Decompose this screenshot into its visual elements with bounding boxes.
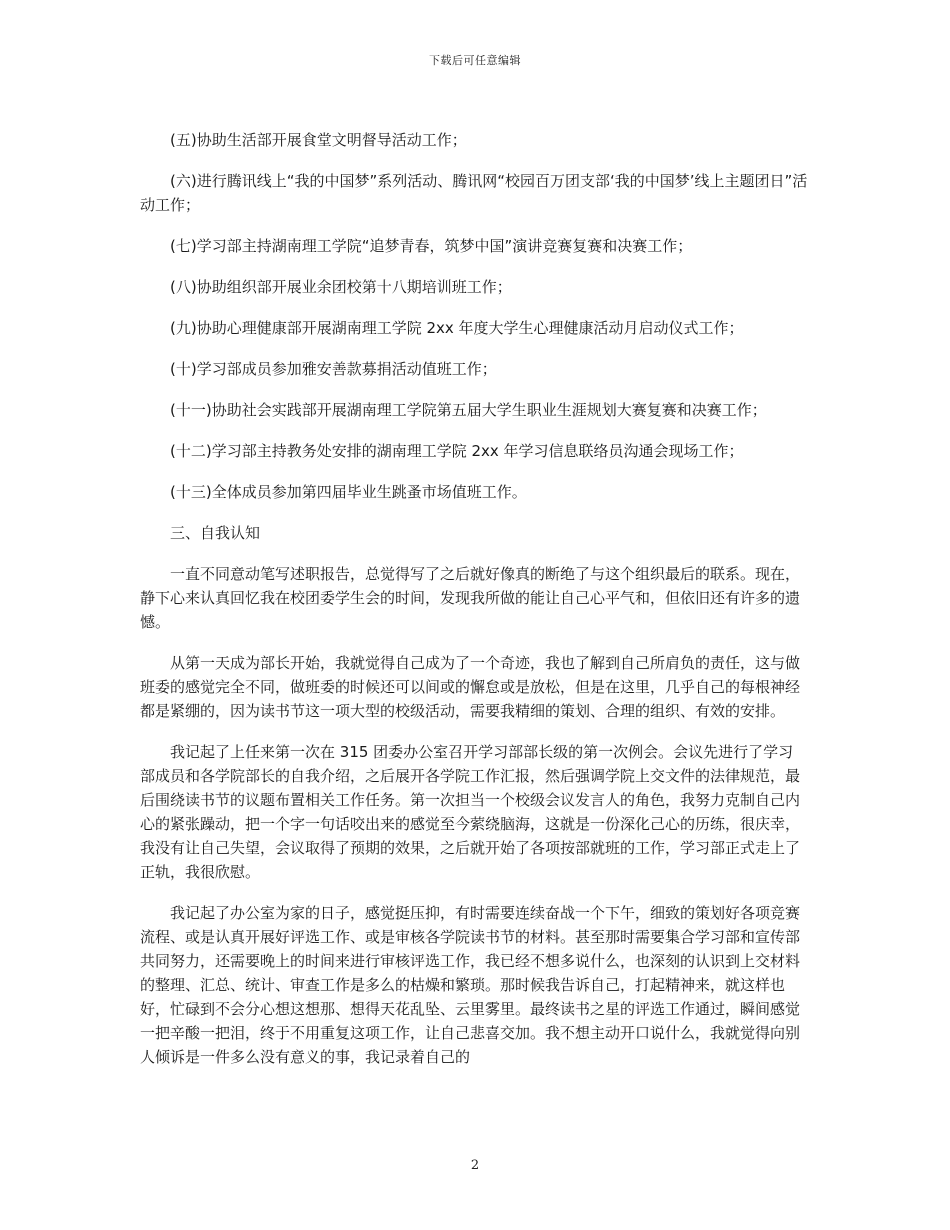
list-item: (九)协助心理健康部开展湖南理工学院 2xx 年度大学生心理健康活动月启动仪式工作； [170,319,744,337]
list-item: (六)进行腾讯线上“我的中国梦”系列活动、腾讯网“校园百万团支部‘我的中国梦’线上主题团日”活动工作； [140,172,808,214]
body-paragraph: 一直不同意动笔写述职报告，总觉得写了之后就好像真的断绝了与这个组织最后的联系。现在，静下心来认真回忆我在校团委学生会的时间，发现我所做的能让自己心平气和，但依旧还有许多的遗憾。 [140,565,801,631]
list-item: (八)协助组织部开展业余团校第十八期培训班工作； [170,278,512,296]
list-item: (十三)全体成员参加第四届毕业生跳蚤市场值班工作。 [170,483,527,501]
page-number: 2 [470,1158,480,1173]
section-heading: 三、自我认知 [170,524,261,542]
list-item: (十二)学习部主持教务处安排的湖南理工学院 2xx 年学习信息联络员沟通会现场工作； [170,442,744,460]
body-paragraph: 从第一天成为部长开始，我就觉得自己成为了一个奇迹，我也了解到自己所肩负的责任，这与做班委的感觉完全不同，做班委的时候还可以间或的懈怠或是放松，但是在这里，几乎自己的每根神经都是紧绷的，因为读书节这一项大型的校级活动，需要我精细的策划、合理的组织、有效的安排。 [140,654,801,720]
list-item: (十一)协助社会实践部开展湖南理工学院第五届大学生职业生涯规划大赛复赛和决赛工作； [170,401,767,419]
list-item: (七)学习部主持湖南理工学院“追梦青春，筑梦中国”演讲竞赛复赛和决赛工作； [170,237,693,255]
body-paragraph: 我记起了上任来第一次在 315 团委办公室召开学习部部长级的第一次例会。会议先进行了学习部成员和各学院部长的自我介绍，之后展开各学院工作汇报，然后强调学院上交文件的法律规范，最后围绕读书节的议题布置相关工作任务。第一次担当一个校级会议发言人的角色，我努力克制自己内心的紧张躁动，把一个字一句话咬出来的感觉至今萦绕脑海，这就是一份深化己心的历练，很庆幸，我没有让自己失望，会议取得了预期的效果，之后就开始了各项按部就班的工作，学习部正式走上了正轨，我很欣慰。 [140,743,801,881]
document-body [140,128,808,1086]
body-paragraph: 我记起了办公室为家的日子，感觉挺压抑，有时需要连续奋战一个下午，细致的策划好各项竞赛流程、或是认真开展好评选工作、或是审核各学院读书节的材料。甚至那时需要集合学习部和宣传部共同努力，还需要晚上的时间来进行审核评选工作，我已经不想多说什么，也深刻的认识到上交材料的整理、汇总、统计、审查工作是多么的枯燥和繁琐。那时候我告诉自己，打起精神来，就这样也好，忙碌到不会分心想这想那、想得天花乱坠、云里雾里。最终读书之星的评选工作通过，瞬间感觉一把辛酸一把泪，终于不用重复这项工作，让自己悲喜交加。我不想主动开口说什么，我就觉得向别人倾诉是一件多么没有意义的事，我记录着自己的 [140,904,801,1066]
page-header: 下载后可任意编辑 [429,54,521,67]
list-item: (十)学习部成员参加雅安善款募捐活动值班工作； [170,360,497,378]
list-item: (五)协助生活部开展食堂文明督导活动工作； [170,131,467,149]
